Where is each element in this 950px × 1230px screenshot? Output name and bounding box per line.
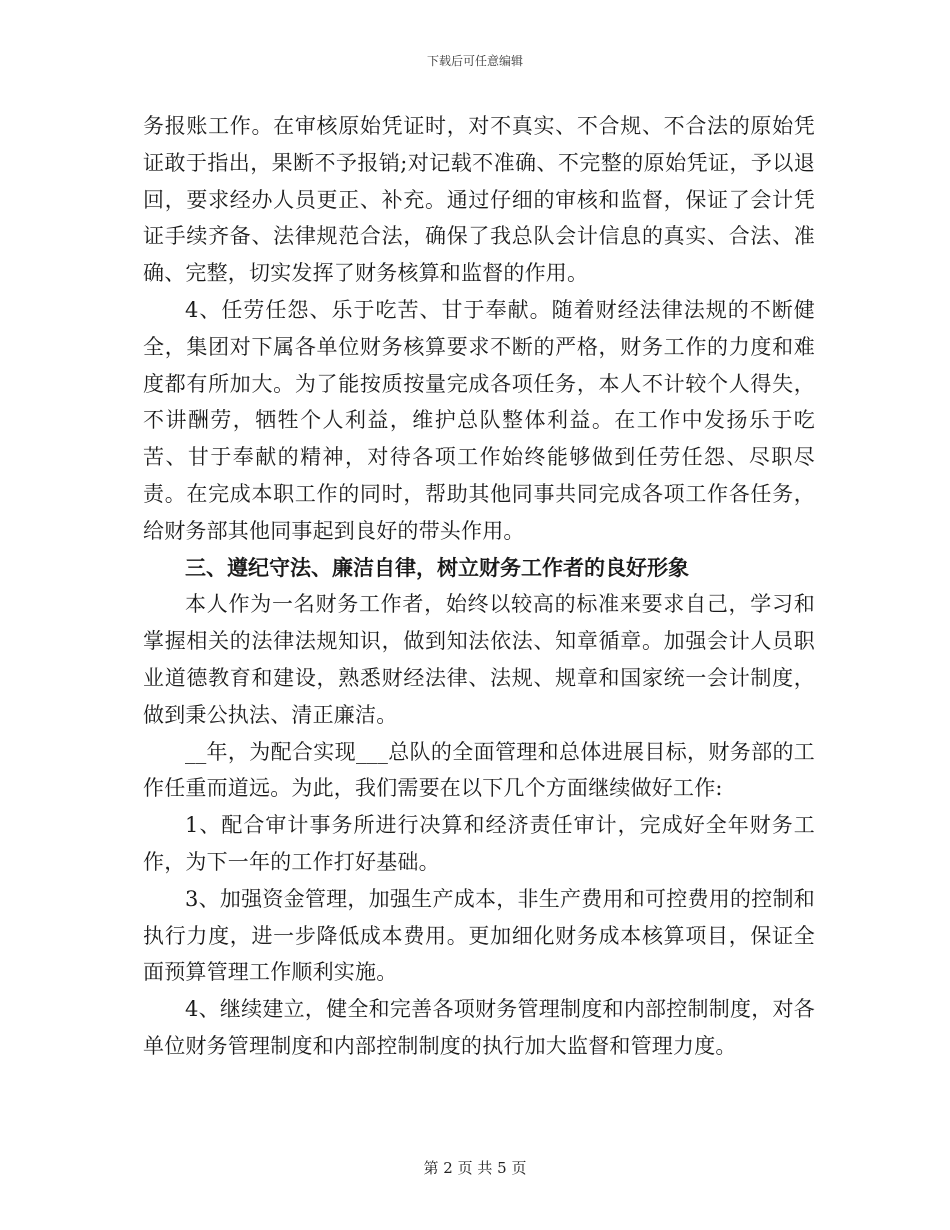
- document-body: [143, 108, 815, 1065]
- paragraph-point-4-dedication: 4、任劳任怨、乐于吃苦、甘于奉献。随着财经法律法规的不断健全，集团对下属各单位财务核算要求不断的严格，财务工作的力度和难度都有所加大。为了能按质按量完成各项任务，本人不计较个人得失，不讲酬劳，牺牲个人利益，维护总队整体利益。在工作中发扬乐于吃苦、甘于奉献的精神，对待各项工作始终能够做到任劳任怨、尽职尽责。在完成本职工作的同时，帮助其他同事共同完成各项工作各任务，给财务部其他同事起到良好的带头作用。: [143, 297, 815, 543]
- paragraph-plan-item-1: 1、配合审计事务所进行决算和经济责任审计，完成好全年财务工作，为下一年的工作打好基础。: [143, 813, 815, 874]
- section-heading-three: 三、遵纪守法、廉洁自律，树立财务工作者的良好形象: [185, 554, 689, 580]
- paragraph-audit-continuation: 务报账工作。在审核原始凭证时，对不真实、不合规、不合法的原始凭证敢于指出，果断不予报销;对记载不准确、不完整的原始凭证，予以退回，要求经办人员更正、补充。通过仔细的审核和监督，保证了会计凭证手续齐备、法律规范合法，确保了我总队会计信息的真实、合法、准确、完整，切实发挥了财务核算和监督的作用。: [143, 114, 815, 286]
- paragraph-plan-item-3: 3、加强资金管理，加强生产成本，非生产费用和可控费用的控制和执行力度，进一步降低成本费用。更加细化财务成本核算项目，保证全面预算管理工作顺利实施。: [143, 886, 815, 985]
- paragraph-self-discipline: 本人作为一名财务工作者，始终以较高的标准来要求自己，学习和掌握相关的法律法规知识，做到知法依法、知章循章。加强会计人员职业道德教育和建设，熟悉财经法律、法规、规章和国家统一会计制度，做到秉公执法、清正廉洁。: [143, 592, 815, 727]
- page-header: 下载后可任意编辑: [426, 54, 523, 68]
- paragraph-plan-item-4: 4、继续建立，健全和完善各项财务管理制度和内部控制制度，对各单位财务管理制度和内部控制制度的执行加大监督和管理力度。: [143, 997, 815, 1058]
- page-number-footer: 第 2 页 共 5 页: [423, 1159, 527, 1177]
- paragraph-year-goals: __年，为配合实现___总队的全面管理和总体进展目标，财务部的工作任重而道远。为此，我们需要在以下几个方面继续做好工作:: [143, 739, 815, 801]
